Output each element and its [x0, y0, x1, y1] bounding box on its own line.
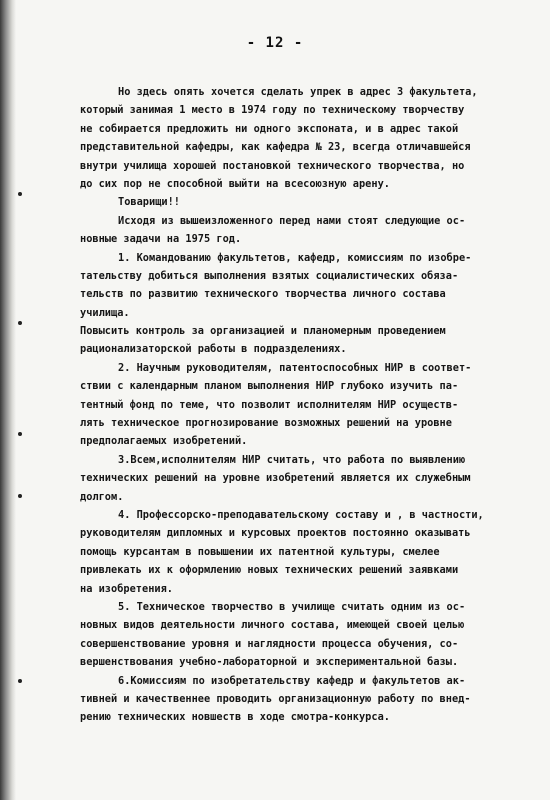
text-line: рационализаторской работы в подразделениях.	[80, 343, 347, 356]
page-number: - 12 -	[246, 35, 304, 51]
text-line: на изобретения.	[80, 582, 173, 595]
text-line: предполагаемых изобретений.	[80, 435, 248, 448]
text-line: 6.Комиссиям по изобретательству кафедр и факультетов ак-	[118, 674, 466, 687]
text-line: помощь курсантам в повышении их патентной культуры, смелее	[80, 545, 440, 558]
text-line: до сих пор не способной выйти на всесоюзную арену.	[80, 177, 390, 190]
text-line: долгом.	[80, 490, 124, 503]
text-line: Повысить контроль за организацией и планомерным проведением	[80, 325, 446, 338]
text-line: лять техническое прогнозирование возможных решений на уровне	[80, 417, 452, 430]
text-line: Исходя из вышеизложенного перед нами стоят следующие ос-	[118, 214, 466, 227]
text-line: 4. Профессорско-преподавательскому составу и , в частности,	[118, 508, 484, 521]
text-line: руководителям дипломных и курсовых проектов постоянно оказывать	[80, 527, 471, 540]
text-line: представительной кафедры, как кафедра № 23, всегда отличавшейся	[80, 141, 471, 154]
text-line: технических решений на уровне изобретений является их служебным	[80, 472, 471, 485]
punch-hole-mark	[18, 321, 22, 325]
text-line: училища.	[80, 306, 130, 319]
text-line: внутри училища хорошей постановкой технического творчества, но	[80, 159, 465, 172]
text-line: тентный фонд по теме, что позволит исполнителям НИР осуществ-	[80, 398, 459, 411]
punch-hole-mark	[18, 432, 22, 436]
text-line: тательству добиться выполнения взятых социалистических обяза-	[80, 269, 459, 282]
text-line: рению технических новшеств в ходе смотра-конкурса.	[80, 711, 390, 724]
document-body	[80, 83, 520, 727]
text-line: 3.Всем,исполнителям НИР считать, что работа по выявлению	[118, 453, 466, 466]
text-line: Товарищи!!	[118, 196, 180, 209]
text-line: 2. Научным руководителям, патентоспособных НИР в соответ-	[118, 361, 472, 374]
text-line: тельств по развитию технического творчества личного состава	[80, 288, 446, 301]
text-line: вершенствования учебно-лабораторной и экспериментальной базы.	[80, 656, 459, 669]
text-line: не собирается предложить ни одного экспоната, и в адрес такой	[80, 122, 459, 135]
scan-edge-shadow	[0, 0, 16, 800]
text-line: новные задачи на 1975 год.	[80, 233, 242, 246]
punch-hole-mark	[18, 192, 22, 196]
text-line: привлекать их к оформлению новых технических решений заявками	[80, 564, 459, 577]
punch-hole-mark	[18, 679, 22, 683]
punch-hole-mark	[18, 494, 22, 498]
text-line: тивней и качественнее проводить организационную работу по внед-	[80, 692, 471, 705]
text-line: 1. Командованию факультетов, кафедр, комиссиям по изобре-	[118, 251, 472, 264]
text-line: ствии с календарным планом выполнения НИР глубоко изучить па-	[80, 380, 459, 393]
text-line: 5. Техническое творчество в училище считать одним из ос-	[118, 600, 466, 613]
text-line: Но здесь опять хочется сделать упрек в адрес 3 факультета,	[118, 86, 478, 98]
text-line: который занимая 1 место в 1974 году по техническому творчеству	[80, 104, 465, 117]
text-line: совершенствование уровня и наглядности процесса обучения, со-	[80, 637, 459, 650]
text-line: новных видов деятельности личного состава, имеющей своей целью	[80, 619, 465, 632]
